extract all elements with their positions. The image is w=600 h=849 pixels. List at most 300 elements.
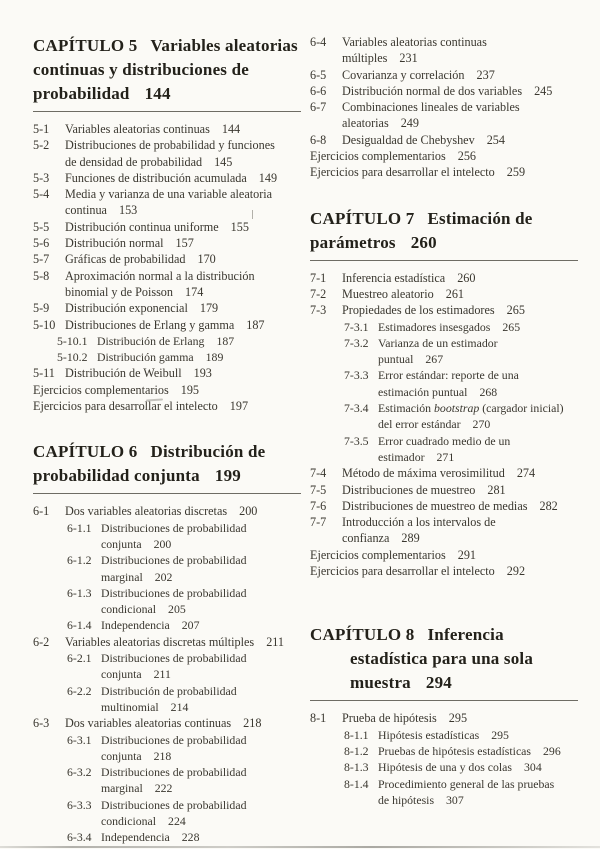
entry-text bbox=[101, 829, 301, 845]
chapter-label: CAPÍTULO 5 bbox=[33, 36, 138, 55]
entry-number: 5-10.2 bbox=[57, 350, 88, 365]
entry-text-span: Error estándar: reporte de una bbox=[378, 368, 519, 383]
entry-text-line bbox=[342, 465, 578, 481]
entry-text-span: (cargador inicial) bbox=[479, 401, 564, 416]
entry-text-line bbox=[378, 792, 578, 808]
entry-number: 5-2 bbox=[33, 138, 50, 153]
entry-text-span: Distribuciones de muestreo de medias bbox=[342, 498, 528, 513]
entry-number: 6-2.1 bbox=[67, 651, 92, 666]
entry-text-span: Variables aleatorias continuas bbox=[65, 122, 210, 136]
chapter-heading bbox=[33, 440, 301, 494]
entry-text-span: conjunta bbox=[101, 536, 142, 551]
toc-entry bbox=[310, 514, 578, 547]
entry-text bbox=[65, 268, 301, 301]
toc-entry bbox=[310, 465, 578, 481]
entry-text-line bbox=[378, 367, 578, 383]
entry-text bbox=[342, 83, 578, 99]
entry-text-span: Independencia bbox=[101, 830, 170, 845]
entry-text bbox=[342, 482, 578, 498]
entry-number: 6-3.3 bbox=[67, 797, 92, 812]
chapter-page-number: 144 bbox=[144, 84, 171, 103]
entry-text bbox=[310, 563, 578, 579]
toc-entry bbox=[344, 400, 578, 433]
chapter-title-text: muestra bbox=[350, 673, 411, 693]
entry-text-line bbox=[65, 202, 301, 218]
entry-text-span: marginal bbox=[101, 781, 143, 796]
entry-text-span: Distribución de Weibull bbox=[65, 366, 182, 381]
entry-text-line bbox=[378, 351, 578, 367]
entry-text-italic: bootstrap bbox=[434, 401, 480, 416]
chapter-title-text: Estimación de bbox=[427, 208, 533, 228]
entry-text-span: de densidad de probabilidad bbox=[65, 154, 203, 169]
entry-text-span: Aproximación normal a la distribución bbox=[65, 268, 255, 283]
entry-text-span: Muestreo aleatorio bbox=[342, 286, 434, 301]
entry-number: 5-10.1 bbox=[57, 333, 88, 348]
entry-text-span: Funciones de distribución acumulada bbox=[65, 170, 247, 185]
entry-page-number: 254 bbox=[486, 132, 505, 147]
entry-text-span: conjunta bbox=[101, 667, 142, 682]
entry-text-line bbox=[65, 251, 301, 267]
entry-number: 6-6 bbox=[310, 83, 327, 98]
entry-text-span: Distribución normal de dos variables bbox=[342, 83, 523, 98]
entry-number: 6-1 bbox=[33, 504, 50, 519]
entry-text-line bbox=[101, 520, 301, 536]
entry-text-line bbox=[378, 776, 578, 792]
entry-number: 8-1.4 bbox=[344, 776, 369, 791]
entry-text bbox=[65, 121, 301, 137]
entry-number: 7-3.5 bbox=[344, 433, 369, 448]
toc-entry bbox=[344, 335, 578, 368]
entry-number: 6-8 bbox=[310, 132, 327, 147]
entry-page-number: 291 bbox=[457, 547, 476, 562]
entry-number: 7-3 bbox=[310, 303, 327, 318]
entry-page-number: 211 bbox=[153, 667, 171, 682]
entry-text-line bbox=[65, 219, 301, 235]
entry-text-span: Variables aleatorias discretas múltiples bbox=[65, 634, 255, 649]
chapter-title-text: continuas y distribuciones de bbox=[33, 60, 249, 79]
entry-page-number: 157 bbox=[175, 236, 194, 251]
entry-text-line bbox=[342, 302, 578, 318]
entry-text bbox=[65, 317, 301, 333]
entry-text-line bbox=[101, 683, 301, 699]
entry-text-line bbox=[378, 400, 578, 416]
entry-text bbox=[101, 683, 301, 716]
entry-text-span: Distribuciones de probabilidad bbox=[101, 520, 247, 535]
toc-entry bbox=[310, 83, 578, 99]
entry-text bbox=[378, 727, 578, 743]
entry-text-line bbox=[65, 186, 301, 202]
entry-text bbox=[342, 132, 578, 148]
entry-number: 7-4 bbox=[310, 466, 327, 481]
entry-text-span: Combinaciones lineales de variables bbox=[342, 100, 520, 115]
entry-text-span: Distribuciones de probabilidad bbox=[101, 797, 247, 812]
entry-number: 6-3.2 bbox=[67, 765, 92, 780]
entry-text bbox=[378, 759, 578, 775]
toc-entry bbox=[344, 367, 578, 400]
entry-text bbox=[101, 732, 301, 765]
entry-text bbox=[310, 547, 578, 563]
entry-number: 6-1.1 bbox=[67, 520, 92, 535]
toc-entry bbox=[33, 235, 301, 251]
entry-text-line bbox=[378, 384, 578, 400]
toc-entry bbox=[67, 764, 301, 797]
entry-page-number: 267 bbox=[425, 352, 444, 367]
entry-text-span: Varianza de un estimador bbox=[378, 335, 498, 350]
chapter-heading-text bbox=[310, 207, 578, 255]
toc-entry bbox=[67, 683, 301, 716]
entry-text-line bbox=[33, 398, 301, 414]
entry-text-line bbox=[101, 569, 301, 585]
entry-page-number: 145 bbox=[214, 154, 233, 169]
entry-text-span: confianza bbox=[342, 531, 390, 546]
page-bottom-scan-edge bbox=[0, 846, 600, 848]
entry-number: 5-8 bbox=[33, 268, 50, 283]
entry-page-number: 295 bbox=[491, 727, 509, 742]
entry-text-span: Distribuciones de probabilidad bbox=[101, 732, 247, 747]
entry-page-number: 256 bbox=[457, 149, 476, 164]
chapter-heading-text bbox=[310, 623, 578, 695]
entry-text-line bbox=[342, 514, 578, 530]
entry-page-number: 207 bbox=[181, 618, 200, 633]
entry-text-line bbox=[342, 99, 578, 115]
entry-number: 6-2 bbox=[33, 634, 50, 649]
entry-page-number: 195 bbox=[180, 382, 199, 397]
entry-text-span: Hipótesis de una y dos colas bbox=[378, 760, 513, 775]
toc-entry bbox=[33, 137, 301, 170]
entry-text-line bbox=[310, 563, 578, 579]
entry-number: 7-1 bbox=[310, 270, 327, 285]
chapter-title-line bbox=[310, 623, 578, 647]
chapter-heading bbox=[33, 34, 301, 112]
entry-page-number: 197 bbox=[229, 399, 249, 414]
entry-text-line bbox=[65, 634, 301, 650]
entry-text-span: múltiples bbox=[342, 51, 388, 66]
entry-text-span: Introducción a los intervalos de bbox=[342, 515, 496, 530]
heading-rule bbox=[310, 260, 578, 261]
entry-text-span: Covarianza y correlación bbox=[342, 67, 465, 82]
toc-entry bbox=[310, 498, 578, 514]
entry-number: 7-3.2 bbox=[344, 335, 369, 350]
entry-text bbox=[97, 349, 301, 365]
entry-number: 6-7 bbox=[310, 100, 327, 115]
entry-text bbox=[342, 67, 578, 83]
chapter-page-number: 199 bbox=[214, 466, 241, 486]
entry-text-line bbox=[65, 284, 301, 300]
entry-text bbox=[101, 650, 301, 683]
chapter-label: CAPÍTULO 8 bbox=[310, 625, 415, 645]
toc-entry bbox=[67, 650, 301, 683]
entry-text bbox=[65, 170, 301, 186]
entry-number: 6-3 bbox=[33, 716, 50, 731]
entry-text bbox=[65, 300, 301, 316]
entry-text bbox=[101, 552, 301, 585]
entry-text-span: Distribuciones de probabilidad bbox=[101, 765, 247, 780]
entry-text bbox=[33, 382, 301, 398]
entry-text bbox=[65, 634, 301, 650]
entry-text bbox=[378, 433, 578, 466]
entry-text-line bbox=[101, 764, 301, 780]
toc-entry bbox=[33, 219, 301, 235]
entry-text-line bbox=[101, 552, 301, 568]
entry-page-number: 222 bbox=[154, 781, 173, 796]
chapter-label: CAPÍTULO 7 bbox=[310, 208, 415, 228]
chapter-page-number: 294 bbox=[425, 673, 452, 693]
toc-entry bbox=[67, 797, 301, 830]
exercises-entry bbox=[33, 382, 301, 398]
entry-text bbox=[33, 398, 301, 414]
entry-text-line bbox=[65, 503, 301, 519]
entry-page-number: 189 bbox=[205, 350, 224, 365]
entry-number: 5-6 bbox=[33, 236, 50, 251]
entry-page-number: 307 bbox=[446, 792, 464, 807]
entry-text-span: estimador bbox=[378, 449, 425, 464]
entry-text bbox=[101, 585, 301, 618]
toc-entry bbox=[33, 268, 301, 301]
toc-entry bbox=[344, 759, 578, 775]
entry-text-span: Distribución exponencial bbox=[65, 301, 188, 316]
entry-page-number: 200 bbox=[239, 504, 258, 519]
scan-artifact bbox=[252, 210, 253, 219]
entry-text-span: Desigualdad de Chebyshev bbox=[342, 132, 475, 147]
entry-page-number: 265 bbox=[502, 319, 521, 334]
toc-entry bbox=[310, 482, 578, 498]
entry-page-number: 260 bbox=[457, 270, 476, 285]
entry-page-number: 282 bbox=[539, 498, 558, 513]
entry-text bbox=[65, 186, 301, 219]
entry-text-line bbox=[378, 759, 578, 775]
entry-number: 6-1.3 bbox=[67, 585, 92, 600]
entry-text-span: Prueba de hipótesis bbox=[342, 711, 437, 726]
toc-entry bbox=[344, 743, 578, 759]
toc-column-left bbox=[33, 34, 301, 846]
heading-rule bbox=[310, 700, 578, 701]
entry-number: 6-1.2 bbox=[67, 553, 92, 568]
entry-text-line bbox=[378, 416, 578, 432]
chapter-title-text: probabilidad conjunta bbox=[33, 466, 200, 486]
entry-page-number: 170 bbox=[197, 252, 216, 267]
entry-text-line bbox=[342, 530, 578, 546]
entry-text bbox=[101, 764, 301, 797]
entry-text-span: Dos variables aleatorias continuas bbox=[65, 716, 232, 731]
entry-number: 8-1.2 bbox=[344, 743, 369, 758]
toc-entry bbox=[33, 365, 301, 381]
entry-page-number: 214 bbox=[170, 699, 189, 714]
toc-entry bbox=[33, 186, 301, 219]
entry-text bbox=[378, 335, 578, 368]
entry-text-line bbox=[97, 333, 301, 349]
entry-number: 6-4 bbox=[310, 35, 327, 49]
chapter-heading-text bbox=[33, 34, 301, 106]
entry-page-number: 281 bbox=[487, 482, 506, 497]
entry-text-span: Distribución de probabilidad bbox=[101, 683, 237, 698]
entry-text-line bbox=[101, 585, 301, 601]
exercises-entry bbox=[310, 547, 578, 563]
entry-text-span: Distribuciones de probabilidad bbox=[101, 651, 247, 666]
exercises-entry bbox=[310, 148, 578, 164]
entry-text-line bbox=[310, 164, 578, 180]
entry-page-number: 249 bbox=[400, 116, 419, 131]
entry-text-span: condicional bbox=[101, 813, 157, 828]
entry-number: 5-11 bbox=[33, 366, 55, 381]
chapter-title-line bbox=[33, 440, 301, 464]
chapter-heading bbox=[310, 207, 578, 261]
toc-entry bbox=[310, 302, 578, 318]
entry-page-number: 292 bbox=[506, 564, 526, 579]
entry-text-span: Error cuadrado medio de un bbox=[378, 433, 511, 448]
entry-text-span: Ejercicios para desarrollar el intelecto bbox=[33, 399, 218, 414]
chapter-title-text: Inferencia bbox=[427, 625, 504, 645]
entry-text-line bbox=[378, 727, 578, 743]
entry-text-span: Estimación bbox=[378, 401, 435, 416]
entry-text-span: Dos variables aleatorias discretas bbox=[65, 504, 228, 519]
toc-entry bbox=[310, 34, 578, 67]
entry-text bbox=[310, 164, 578, 180]
entry-text bbox=[65, 235, 301, 251]
entry-text-span: Distribuciones de probabilidad bbox=[101, 553, 247, 568]
entry-page-number: 265 bbox=[506, 303, 525, 318]
chapter-title-line bbox=[310, 647, 578, 671]
entry-number: 8-1.3 bbox=[344, 760, 369, 775]
exercises-entry bbox=[33, 398, 301, 414]
entry-text-line bbox=[65, 317, 301, 333]
chapter-title-line bbox=[33, 82, 301, 106]
entry-number: 5-9 bbox=[33, 301, 50, 316]
chapter-title-line bbox=[33, 464, 301, 488]
toc-entry bbox=[57, 333, 301, 349]
entry-page-number: 268 bbox=[479, 384, 498, 399]
entry-text-span: Ejercicios para desarrollar el intelecto bbox=[310, 165, 495, 180]
toc-entry bbox=[67, 732, 301, 765]
entry-page-number: 144 bbox=[221, 122, 241, 136]
exercises-entry bbox=[310, 563, 578, 579]
toc-entry bbox=[67, 829, 301, 845]
entry-number: 7-3.3 bbox=[344, 368, 369, 383]
entry-text-span: aleatorias bbox=[342, 116, 389, 131]
heading-rule bbox=[33, 111, 301, 112]
entry-text-span: Gráficas de probabilidad bbox=[65, 252, 186, 267]
entry-text-line bbox=[342, 34, 578, 50]
entry-page-number: 296 bbox=[543, 743, 561, 758]
entry-page-number: 274 bbox=[516, 466, 536, 481]
toc-entry bbox=[33, 300, 301, 316]
entry-number: 6-1.4 bbox=[67, 618, 92, 633]
entry-text-span: Pruebas de hipótesis estadísticas bbox=[378, 743, 532, 758]
entry-text-line bbox=[101, 617, 301, 633]
entry-page-number: 211 bbox=[266, 634, 285, 649]
entry-text bbox=[378, 776, 578, 809]
entry-text-span: Distribuciones de probabilidad bbox=[101, 585, 247, 600]
toc-entry bbox=[344, 433, 578, 466]
entry-text-span: Variables aleatorias continuas bbox=[342, 35, 487, 49]
entry-text-span: conjunta bbox=[101, 748, 142, 763]
entry-page-number: 200 bbox=[153, 536, 172, 551]
chapter-title-line bbox=[310, 671, 578, 695]
entry-text bbox=[65, 365, 301, 381]
entry-text-line bbox=[342, 286, 578, 302]
entry-number: 5-3 bbox=[33, 170, 50, 185]
chapter-page-number: 260 bbox=[410, 232, 437, 252]
entry-text-line bbox=[101, 536, 301, 552]
entry-text-line bbox=[378, 335, 578, 351]
entry-text-line bbox=[65, 268, 301, 284]
toc-entry bbox=[67, 617, 301, 633]
toc-entry bbox=[310, 99, 578, 132]
entry-text-line bbox=[101, 829, 301, 845]
entry-text-line bbox=[378, 449, 578, 465]
toc-column-right bbox=[310, 34, 578, 846]
entry-page-number: 270 bbox=[472, 417, 491, 432]
entry-text-line bbox=[342, 270, 578, 286]
exercises-entry bbox=[310, 164, 578, 180]
entry-text bbox=[97, 333, 301, 349]
toc-entry bbox=[344, 727, 578, 743]
entry-text-line bbox=[342, 50, 578, 66]
entry-number: 7-6 bbox=[310, 498, 327, 513]
entry-text bbox=[342, 286, 578, 302]
entry-text-line bbox=[65, 154, 301, 170]
entry-text bbox=[378, 400, 578, 433]
chapter-title-text: parámetros bbox=[310, 232, 396, 252]
entry-text bbox=[342, 270, 578, 286]
entry-number: 5-10 bbox=[33, 317, 56, 332]
toc-entry bbox=[344, 319, 578, 335]
entry-text-span: Distribuciones de probabilidad y funciones bbox=[65, 138, 275, 153]
entry-text bbox=[342, 34, 578, 67]
entry-text-line bbox=[310, 148, 578, 164]
entry-text bbox=[101, 797, 301, 830]
entry-number: 7-2 bbox=[310, 286, 327, 301]
entry-text-span: Ejercicios complementarios bbox=[33, 382, 169, 397]
entry-page-number: 149 bbox=[258, 170, 278, 185]
toc-entry bbox=[310, 710, 578, 726]
entry-page-number: 218 bbox=[243, 716, 262, 731]
entry-page-number: 155 bbox=[230, 219, 249, 234]
entry-text-line bbox=[101, 699, 301, 715]
entry-page-number: 187 bbox=[216, 333, 235, 348]
entry-text-line bbox=[342, 83, 578, 99]
entry-text-span: Distribución normal bbox=[65, 236, 164, 251]
entry-text-span: de hipótesis bbox=[378, 792, 435, 807]
entry-page-number: 202 bbox=[154, 569, 173, 584]
entry-text bbox=[65, 137, 301, 170]
entry-text-span: continua bbox=[65, 203, 107, 218]
chapter-title-line bbox=[310, 231, 578, 255]
entry-page-number: 228 bbox=[181, 830, 200, 845]
entry-text bbox=[342, 302, 578, 318]
entry-number: 8-1.1 bbox=[344, 727, 369, 742]
chapter-title-line bbox=[33, 58, 301, 82]
toc-entry bbox=[310, 132, 578, 148]
chapter-heading-text bbox=[33, 440, 301, 488]
entry-page-number: 153 bbox=[118, 203, 138, 218]
entry-text-span: Ejercicios complementarios bbox=[310, 547, 446, 562]
entry-text-span: puntual bbox=[378, 352, 414, 367]
toc-entry bbox=[33, 503, 301, 519]
entry-text-line bbox=[342, 498, 578, 514]
entry-page-number: 295 bbox=[448, 711, 468, 726]
entry-text bbox=[65, 251, 301, 267]
entry-text-line bbox=[33, 382, 301, 398]
entry-text-line bbox=[342, 115, 578, 131]
entry-number: 5-1 bbox=[33, 122, 50, 136]
entry-text bbox=[378, 743, 578, 759]
entry-text-line bbox=[65, 365, 301, 381]
toc-entry bbox=[33, 251, 301, 267]
entry-number: 5-7 bbox=[33, 252, 50, 267]
toc-entry bbox=[33, 170, 301, 186]
entry-number: 6-3.4 bbox=[67, 830, 92, 845]
entry-page-number: 193 bbox=[193, 366, 212, 381]
